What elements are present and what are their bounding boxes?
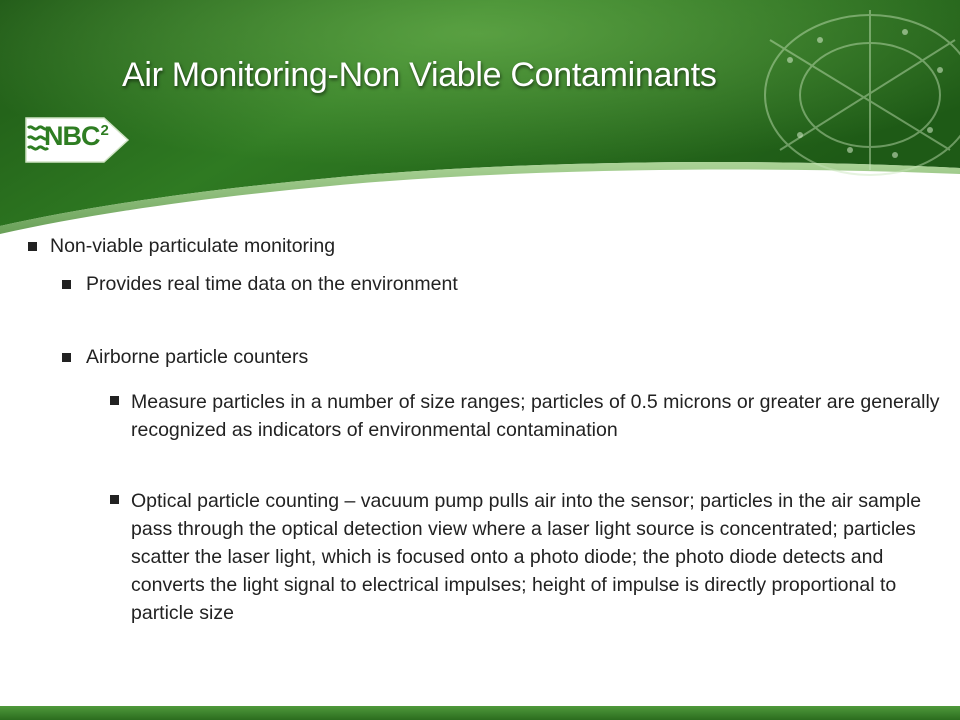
bullet-text: Provides real time data on the environment <box>86 273 458 295</box>
logo-name: NBC <box>44 121 100 151</box>
bullet-text: Measure particles in a number of size ranges; particles of 0.5 microns or greater are generally recognized as indicators of environmental contamination <box>131 391 940 441</box>
square-bullet-icon <box>62 353 71 362</box>
bullet-text: Non-viable particulate monitoring <box>50 235 336 257</box>
square-bullet-icon <box>110 396 119 405</box>
slide-title: Air Monitoring-Non Viable Contaminants <box>122 56 717 94</box>
bullet-level-1 <box>28 234 928 259</box>
bullet-level-3 <box>110 388 940 444</box>
bullet-level-3 <box>110 487 955 627</box>
logo-text <box>44 121 108 152</box>
bullet-text: Airborne particle counters <box>86 346 309 368</box>
bullet-level-2 <box>62 272 942 297</box>
square-bullet-icon <box>62 280 71 289</box>
logo-superscript: 2 <box>100 122 108 139</box>
bullet-text: Optical particle counting – vacuum pump pulls air into the sensor; particles in the air sample pass through the optical detection view where a laser light source is concentrated; particles scatter the laser light, which is focused onto a photo diode; the photo diode detects and converts the light signal to electrical impulses; height of impulse is directly proportional to particle size <box>131 490 922 624</box>
square-bullet-icon <box>110 495 119 504</box>
footer-bar <box>0 706 960 720</box>
square-bullet-icon <box>28 242 37 251</box>
banner-graphic <box>0 0 960 240</box>
header-banner <box>0 0 960 240</box>
bullet-level-2 <box>62 345 942 370</box>
